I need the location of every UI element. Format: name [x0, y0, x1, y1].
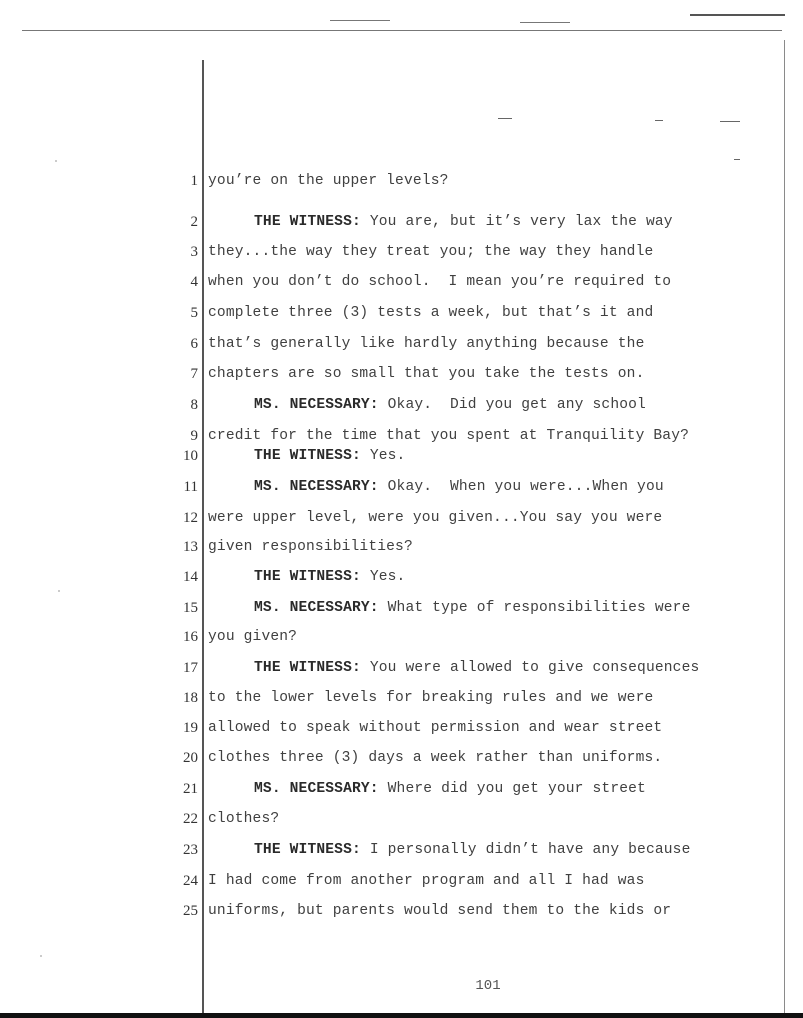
line-number: 21	[183, 781, 198, 797]
speaker-label: MS. NECESSARY:	[254, 397, 379, 413]
line-text	[254, 397, 803, 413]
line-text	[254, 214, 803, 230]
transcript-line	[0, 716, 803, 746]
scan-bottom-edge	[0, 1013, 803, 1018]
line-content: Okay. When you were...When you	[378, 479, 664, 495]
line-number: 16	[183, 629, 198, 645]
line-text	[208, 305, 780, 321]
scan-mark	[655, 120, 663, 121]
transcript-line	[0, 777, 803, 807]
page-number: 101	[475, 978, 501, 994]
line-content: credit for the time that you spent at Tranquility Bay?	[208, 428, 690, 444]
top-rule-short	[330, 20, 390, 21]
line-content: You were allowed to give consequences	[360, 660, 700, 676]
line-number: 25	[183, 903, 198, 919]
line-text	[208, 750, 780, 766]
line-number: 4	[190, 274, 198, 290]
line-text	[254, 448, 803, 464]
line-number: 14	[183, 569, 198, 585]
line-content: I personally didn’t have any because	[360, 842, 691, 858]
line-content: allowed to speak without permission and wear street	[208, 720, 663, 736]
line-text	[208, 811, 780, 827]
line-content: were upper level, were you given...You say you were	[208, 510, 663, 526]
scan-speck	[55, 160, 57, 162]
line-text	[254, 660, 803, 676]
scan-mark	[720, 121, 740, 122]
line-number: 6	[190, 336, 198, 352]
transcript-line	[0, 625, 803, 655]
line-text	[254, 842, 803, 858]
speaker-label: THE WITNESS:	[254, 842, 361, 858]
line-text	[208, 510, 780, 526]
line-number: 2	[190, 214, 198, 230]
transcript-line	[0, 686, 803, 716]
transcript-line	[0, 444, 803, 474]
line-content: chapters are so small that you take the tests on.	[208, 366, 645, 382]
line-text	[208, 539, 780, 555]
line-text	[208, 720, 780, 736]
line-content: Where did you get your street	[378, 781, 646, 797]
transcript-line	[0, 301, 803, 331]
transcript-line	[0, 475, 803, 505]
line-content: I had come from another program and all I had was	[208, 873, 645, 889]
line-number: 20	[183, 750, 198, 766]
line-number: 15	[183, 600, 198, 616]
transcript-line	[0, 393, 803, 423]
transcript-line	[0, 169, 803, 199]
line-content: you’re on the upper levels?	[208, 173, 449, 189]
transcript-line	[0, 899, 803, 929]
top-rule	[22, 30, 782, 31]
line-number: 10	[183, 448, 198, 464]
line-content: Yes.	[360, 569, 406, 585]
line-text	[254, 600, 803, 616]
transcript-line	[0, 535, 803, 565]
line-text	[208, 903, 780, 919]
line-text	[208, 428, 780, 444]
line-number: 11	[183, 479, 198, 495]
line-number: 19	[183, 720, 198, 736]
line-content: given responsibilities?	[208, 539, 413, 555]
line-text	[208, 873, 780, 889]
line-text	[254, 479, 803, 495]
speaker-label: MS. NECESSARY:	[254, 781, 379, 797]
line-number: 24	[183, 873, 198, 889]
line-content: clothes three (3) days a week rather than uniforms.	[208, 750, 663, 766]
top-rule-short	[690, 14, 785, 16]
line-text	[254, 569, 803, 585]
speaker-label: THE WITNESS:	[254, 448, 361, 464]
transcript-line	[0, 210, 803, 240]
line-text	[208, 274, 780, 290]
line-text	[208, 173, 780, 189]
line-number: 12	[183, 510, 198, 526]
scan-mark	[498, 118, 512, 119]
transcript-line	[0, 596, 803, 626]
speaker-label: MS. NECESSARY:	[254, 479, 379, 495]
line-text	[208, 244, 780, 260]
line-number: 13	[183, 539, 198, 555]
line-number: 3	[190, 244, 198, 260]
line-content: they...the way they treat you; the way they handle	[208, 244, 654, 260]
top-rule-short	[520, 22, 570, 23]
transcript-line	[0, 362, 803, 392]
line-text	[208, 690, 780, 706]
speaker-label: THE WITNESS:	[254, 660, 361, 676]
line-number: 8	[190, 397, 198, 413]
line-text	[208, 336, 780, 352]
transcript-line	[0, 506, 803, 536]
line-text	[208, 629, 780, 645]
scan-mark	[734, 159, 740, 160]
transcript-line	[0, 332, 803, 362]
speaker-label: THE WITNESS:	[254, 569, 361, 585]
line-number: 23	[183, 842, 198, 858]
line-content: What type of responsibilities were	[378, 600, 691, 616]
line-content: complete three (3) tests a week, but that’s it and	[208, 305, 654, 321]
transcript-line	[0, 746, 803, 776]
transcript-line	[0, 565, 803, 595]
transcript-line	[0, 656, 803, 686]
line-text	[254, 781, 803, 797]
line-content: clothes?	[208, 811, 280, 827]
line-number: 1	[190, 173, 198, 189]
line-content: when you don’t do school. I mean you’re required to	[208, 274, 672, 290]
line-number: 17	[183, 660, 198, 676]
line-content: Okay. Did you get any school	[378, 397, 646, 413]
line-number: 7	[190, 366, 198, 382]
transcript-line	[0, 807, 803, 837]
line-content: uniforms, but parents would send them to the kids or	[208, 903, 672, 919]
line-number: 22	[183, 811, 198, 827]
line-content: you given?	[208, 629, 298, 645]
line-text	[208, 366, 780, 382]
scan-speck	[40, 955, 42, 957]
speaker-label: THE WITNESS:	[254, 214, 361, 230]
line-number: 18	[183, 690, 198, 706]
line-content: to the lower levels for breaking rules and we were	[208, 690, 654, 706]
transcript-line	[0, 869, 803, 899]
line-content: Yes.	[360, 448, 406, 464]
line-number: 9	[190, 428, 198, 444]
transcript-line	[0, 270, 803, 300]
transcript-line	[0, 838, 803, 868]
line-content: that’s generally like hardly anything because the	[208, 336, 645, 352]
transcript-line	[0, 240, 803, 270]
speaker-label: MS. NECESSARY:	[254, 600, 379, 616]
line-number: 5	[190, 305, 198, 321]
line-content: You are, but it’s very lax the way	[360, 214, 673, 230]
